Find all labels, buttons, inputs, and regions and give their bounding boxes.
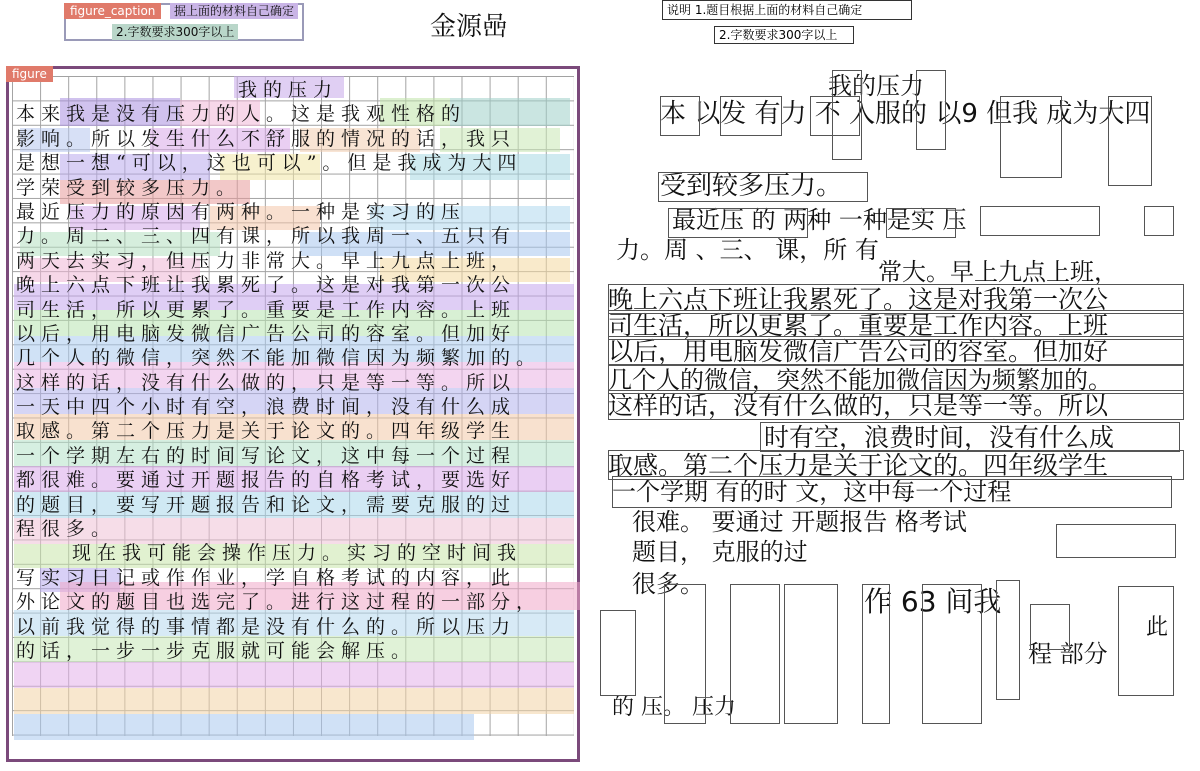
essay-line: 司生活，所以更累了。重要是工作内容。上班 [16, 298, 517, 321]
instruction-note-line-2: 2.字数要求300字以上 [714, 26, 854, 44]
caption-line-2: 2.字数要求300字以上 [112, 24, 238, 40]
essay-line: 两天去实习，但压力非常大。早上九点上班， [16, 249, 517, 272]
ocr-box [980, 206, 1100, 236]
ocr-box [862, 584, 890, 724]
ocr-box [922, 584, 982, 724]
ocr-line: 一个学期 有的时 文，这中每一个过程 [612, 478, 1012, 506]
ocr-box [720, 96, 782, 136]
essay-line: 是想一想“可以，这也可以”。但是我成为大四 [16, 152, 523, 175]
essay-line: 程很多。 [16, 518, 117, 541]
ocr-line: 受到较多压力。 [660, 171, 843, 201]
ocr-line: 题目， 克服的过 [632, 538, 808, 566]
handwritten-essay [16, 78, 572, 663]
essay-line: 的题目，要写开题报告和论文，需要克服的过 [16, 493, 517, 516]
ocr-line: 本 以发 有力 不 入服的 以9 但我 成为大四 [660, 99, 1151, 129]
ocr-box [1056, 524, 1176, 558]
ocr-line: 司生活，所以更累了。重要是工作内容。上班 [608, 311, 1109, 340]
ocr-box [886, 208, 956, 238]
ocr-box [996, 580, 1020, 700]
ocr-line: 很多。 [632, 570, 704, 598]
essay-line: 的话，一步一步克服就可能会解压。 [16, 639, 417, 662]
essay-line: 影响。所以发生什么不舒服的情况的话，我只 [16, 127, 517, 150]
essay-line: 晚上六点下班让我累死了。这是对我第一次公 [16, 274, 517, 297]
ocr-line: 以后，用电脑发微信广告公司的容室。但加好 [608, 337, 1109, 366]
essay-line: 以后，用电脑发微信广告公司的容室。但加好 [16, 322, 517, 345]
ocr-line: 这样的话，没有什么做的，只是等一等。所以 [608, 391, 1109, 420]
ocr-box [1118, 586, 1174, 696]
ocr-box [658, 172, 868, 202]
ocr-line: 作 63 间我 [864, 585, 1002, 618]
essay-line: 几个人的微信，突然不能加微信因为频繁加的。 [16, 347, 542, 370]
essay-line: 外论文的题目也选完了。进行这过程的一部分， [16, 591, 542, 614]
ocr-box [832, 70, 862, 160]
ocr-box [612, 476, 1172, 508]
handwritten-title: 金源喦 [430, 12, 509, 42]
essay-line: 写实习日记或作作业，学自格考试的内容，此 [16, 566, 517, 589]
ocr-box [1030, 604, 1070, 650]
ocr-box [608, 390, 1184, 420]
essay-line: 本来我是没有压力的人。这是我观性格的 [16, 103, 467, 126]
caption-tag-label: figure_caption [64, 3, 161, 19]
highlight-box [14, 662, 574, 688]
ocr-line: 力。周 、三、 课，所 有 [616, 236, 879, 264]
ocr-box [600, 610, 636, 696]
essay-line: 取感。第二个压力是关于论文的。四年级学生 [16, 420, 517, 443]
essay-line: 以前我觉得的事情都是没有什么的。所以压力 [16, 615, 517, 638]
ocr-line: 最近压 的 两种 一种是实 压 [672, 206, 967, 234]
essay-line: 一天中四个小时有空，浪费时间，没有什么成 [16, 396, 517, 419]
ocr-box [1108, 96, 1152, 186]
ocr-line: 程 部分 [1028, 640, 1108, 668]
ocr-box [668, 208, 808, 238]
ocr-line: 几个人的微信，突然不能加微信因为频繁加的。 [608, 366, 1112, 394]
ocr-box [1000, 96, 1062, 178]
essay-line: 现在我可能会操作压力。实习的空时间我 [72, 542, 523, 565]
ocr-box [608, 336, 1184, 366]
highlight-box [14, 688, 574, 714]
essay-line: 最近压力的原因有两种。一种是实习的压 [16, 200, 467, 223]
ocr-box [660, 96, 700, 136]
ocr-box [664, 584, 706, 724]
essay-line: 力。周二、三、四有课，所以我周一、五只有 [16, 225, 517, 248]
ocr-line: 晚上六点下班让我累死了。这是对我第一次公 [608, 285, 1109, 314]
ocr-line: 的 压。 压力 [612, 695, 736, 720]
highlight-box [14, 714, 474, 740]
essay-line: 学荣受到较多压力。 [16, 176, 242, 199]
ocr-line: 时有空，浪费时间，没有什么成 [764, 423, 1115, 452]
caption-line-1: 据上面的材料自己确定 [170, 3, 298, 19]
essay-line: 一个学期左右的时间写论文，这中每一个过程 [16, 444, 517, 467]
ocr-line: 取感。第二个压力是关于论文的。四年级学生 [608, 451, 1109, 480]
essay-line: 都很难。要通过开题报告的自格考试，要选好 [16, 469, 517, 492]
ocr-box [760, 422, 1180, 452]
ocr-line: 此 [1146, 615, 1169, 640]
ocr-line: 很难。 要通过 开题报告 格考试 [632, 508, 967, 536]
figure-tag-label: figure [6, 66, 53, 82]
ocr-line: 我的压力 [828, 72, 924, 100]
ocr-box [1144, 206, 1174, 236]
ocr-box [730, 584, 780, 724]
essay-line: 我的压力 [238, 79, 339, 101]
ocr-line: 常大。早上九点上班， [878, 258, 1118, 286]
instruction-note-line-1: 说明 1.题目根据上面的材料自己确定 [662, 0, 912, 20]
essay-line: 这样的话，没有什么做的，只是等一等。所以 [16, 371, 517, 394]
ocr-box [784, 584, 838, 724]
ocr-box [916, 70, 946, 150]
